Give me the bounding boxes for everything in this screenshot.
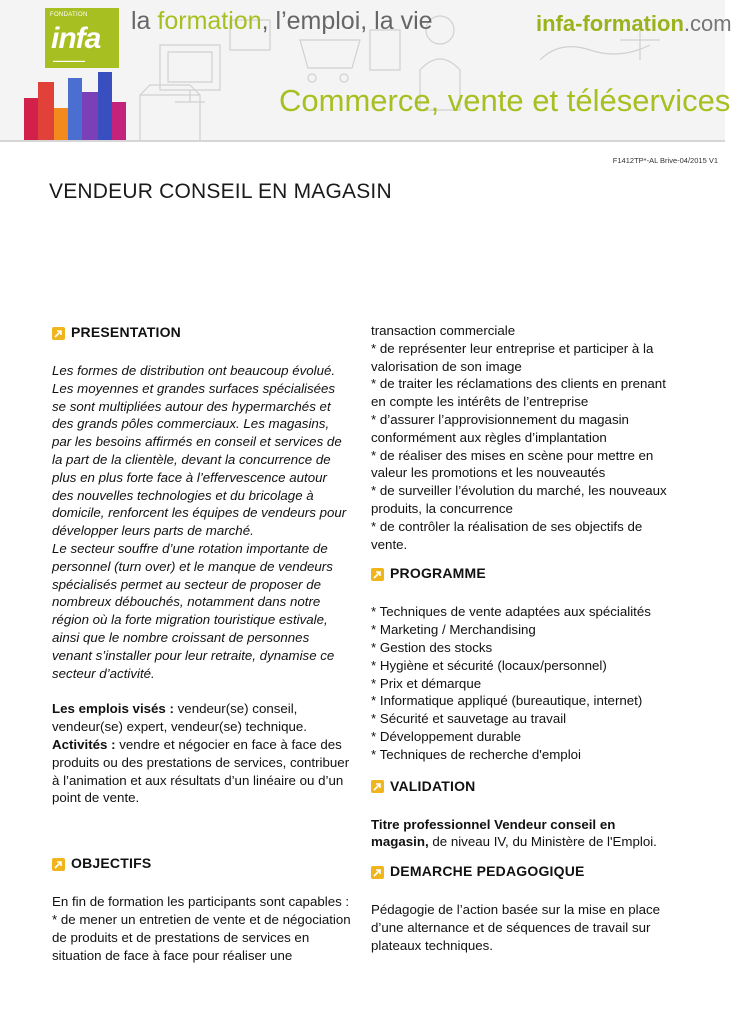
emplois-vises [52,700,352,736]
objectifs-item: * de traiter les réclamations des clients en prenant en compte les intérêts de l’entreprise [371,376,666,410]
site-domain: infa-formation [536,11,684,36]
page-title: VENDEUR CONSEIL EN MAGASIN [49,180,392,203]
objectifs-item: * de représenter leur entreprise et participer à la valorisation de son image [371,340,654,374]
emplois-text: vendeur(se) conseil, vendeur(se) expert, vendeur(se) technique. [52,701,307,735]
tagline [131,7,433,36]
programme-item: * Sécurité et sauvetage au travail [371,711,567,727]
validation-detail: de niveau IV, du Ministère de l'Emploi. [428,834,657,850]
objectifs-item: * de réaliser des mises en scène pour mettre en valeur les promotions et les nouveautés [371,447,654,481]
infa-logo [45,8,119,68]
programme-item: * Marketing / Merchandising [371,622,536,638]
logo-bars-graphic [24,68,134,140]
section-title: PRESENTATION [71,324,181,341]
site-tld: .com [683,11,732,36]
programme-heading [371,563,671,585]
arrow-icon [371,780,384,793]
objectifs-item: * d’assurer l’approvisionnement du magasin conformément aux règles d’implantation [371,411,629,445]
objectifs-heading [52,853,352,875]
activites [52,736,352,807]
tagline-part-1: la [131,7,158,35]
programme-item: * Techniques de vente adaptées aux spécialités [371,604,651,620]
programme-item: * Hygiène et sécurité (locaux/personnel) [371,657,607,673]
activites-label: Activités : [52,736,116,752]
objectifs-item-1: * de mener un entretien de vente et de négociation de produits et de prestations de services en situation de face à face pour réaliser une [52,911,351,963]
validation-title: Titre professionnel Vendeur conseil en magasin, [371,816,616,850]
arrow-icon [371,568,384,581]
objectifs-intro: En fin de formation les participants sont capables : [52,894,350,910]
activites-text: vendre et négocier en face à face des produits ou des prestations de services, contribuer à l’animation et aux résultats d’un linéaire ou d’un point de vente. [52,736,350,806]
programme-item: * Prix et démarque [371,675,482,691]
validation-heading [371,776,671,798]
programme-item: * Informatique appliqué (bureautique, internet) [371,693,643,709]
logo-foundation-text: FONDATION [50,12,88,18]
section-title: VALIDATION [390,777,476,794]
tagline-highlight: formation [157,7,262,35]
emplois-label: Les emplois visés : [52,701,174,717]
sector-title: Commerce, vente et téléservices [279,83,731,118]
tagline-part-3: , l’emploi, la vie [261,7,433,35]
programme-item: * Techniques de recherche d'emploi [371,746,582,762]
section-title: DEMARCHE PEDAGOGIQUE [390,863,585,880]
section-title: OBJECTIFS [71,855,152,872]
objectifs-item-1-continued: transaction commerciale [371,323,516,338]
section-title: PROGRAMME [390,565,486,582]
programme-item: * Gestion des stocks [371,639,493,655]
site-name [536,11,732,37]
presentation-heading [52,322,352,344]
logo-wordmark: infa [51,22,101,55]
document-reference: F1412TP*-AL Brive-04/2015 V1 [612,156,718,165]
presentation-paragraph-2: Le secteur souffre d’une rotation importante de personnel (turn over) et le manque de vendeurs spécialisés permet au secteur de proposer de nombreux débouchés, notamment dans notre région où la forte migration touristique estivale, ainsi que le nombre croissant de personnes venant s’installer pour leur retraite, dynamise ce secteur d’activité. [52,540,335,681]
objectifs-item: * de contrôler la réalisation de ses objectifs de vente. [371,518,643,552]
left-column [52,322,352,964]
logo-subline: ▬▬▬▬▬▬▬▬ [53,58,85,63]
validation-text [371,816,671,852]
objectifs-item: * de surveiller l’évolution du marché, les nouveaux produits, la concurrence [371,483,667,516]
right-column [371,322,671,955]
presentation-paragraph-1: Les formes de distribution ont beaucoup évolué. Les moyennes et grandes surfaces spécialisées se sont multipliées autour des hypermarchés et des grands pôles commerciaux. Les magasins, par les besoins affirmés en conseil et services de la part de la clientèle, devant la concurrence de plus en plus forte face à l’effervescence autour des nouvelles technologies et du bricolage à domicile, renforcent les équipes de vendeurs pour développer leurs parts de marché. [52,363,347,539]
arrow-icon [52,858,65,871]
demarche-text: Pédagogie de l’action basée sur la mise en place d’une alternance et de séquences de travail sur plateaux techniques. [371,902,661,953]
demarche-heading [371,861,671,883]
header-banner [0,0,732,142]
arrow-icon [52,327,65,340]
arrow-icon [371,866,384,879]
programme-item: * Développement durable [371,728,522,744]
